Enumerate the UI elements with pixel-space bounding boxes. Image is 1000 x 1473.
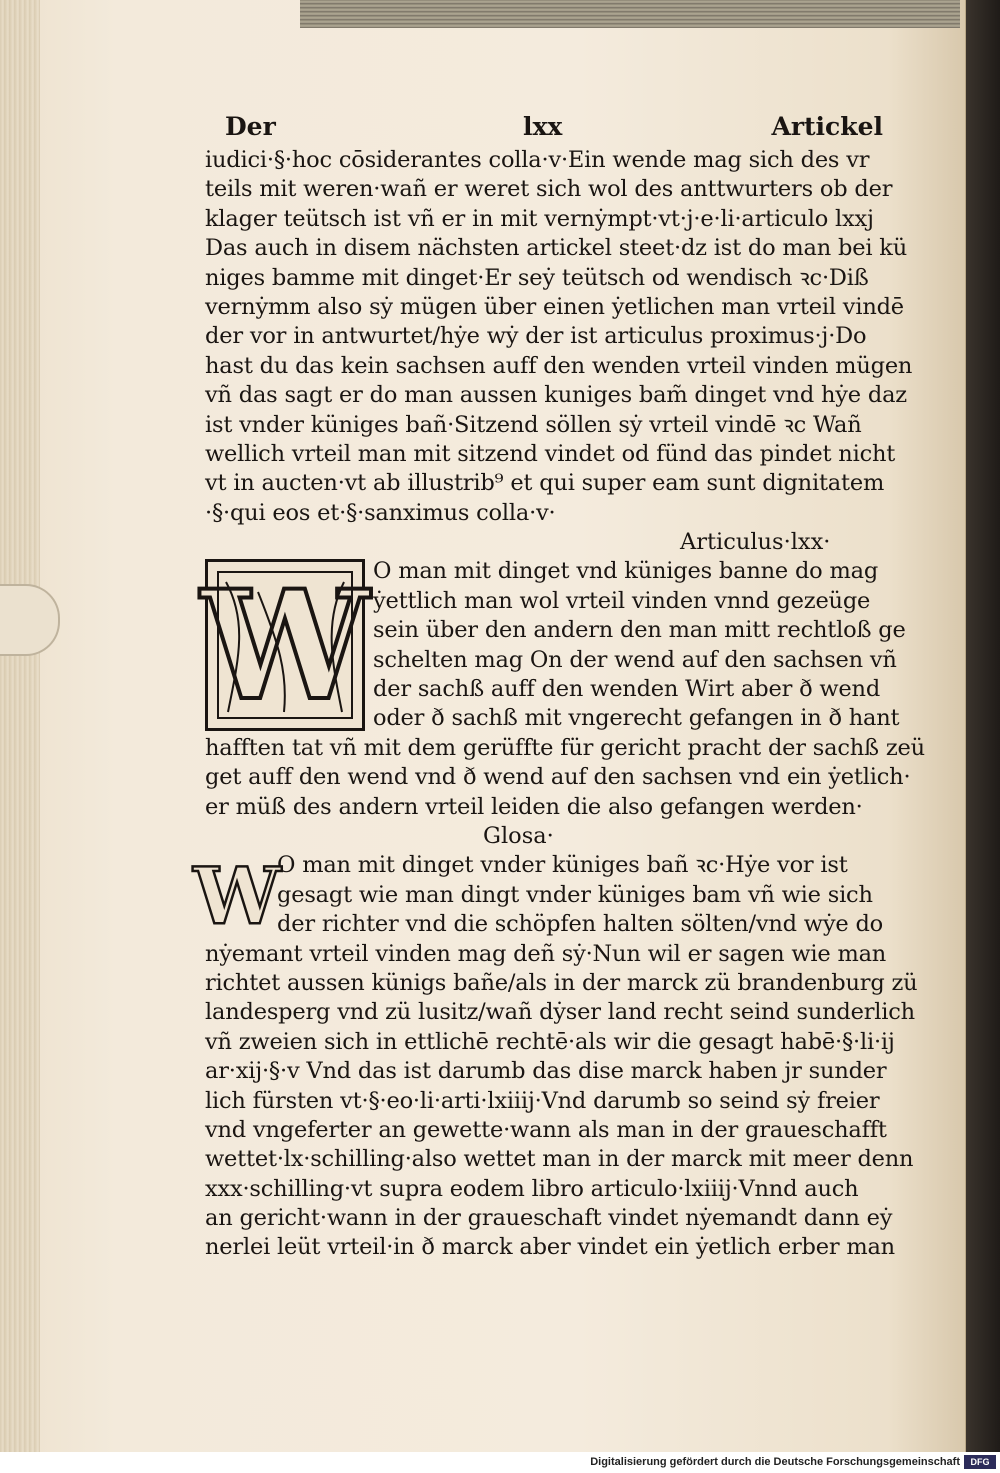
text-line: xxx·schilling·vt supra eodem libro articulo·lxiiij·Vnnd auch xyxy=(205,1175,859,1202)
decorated-initial-w-small xyxy=(193,851,281,943)
page-stack-edge xyxy=(0,0,40,1452)
text-line: ·§·qui eos et·§·sanximus colla·v· xyxy=(205,499,556,526)
text-line: ẏettlich man wol vrteil vinden vnnd gezeüge xyxy=(373,587,871,614)
running-head-right: Artickel xyxy=(771,112,883,141)
text-line: der sachß auff den wenden Wirt aber ð wend xyxy=(373,676,881,703)
text-line: schelten mag On der wend auf den sachsen vñ xyxy=(373,646,897,673)
text-line: vt in aucten·vt ab illustrib⁹ et qui super eam sunt dignitatem xyxy=(205,470,885,497)
text-line: vnd vngeferter an gewette·wann als man in der graueschafft xyxy=(205,1116,887,1143)
text-line: wellich vrteil man mit sitzend vindet od fünd das pindet nicht xyxy=(205,440,896,467)
text-line: der vor in antwurtet/hẏe wẏ der ist articulus proximus·j·Do xyxy=(205,323,867,350)
running-head xyxy=(205,112,883,146)
text-line: er müß des andern vrteil leiden die also gefangen werden· xyxy=(205,793,863,820)
text-line: gesagt wie man dingt vnder küniges bam vñ wie sich xyxy=(277,881,873,908)
text-line: richtet aussen künigs bañe/als in der marck zü brandenburg zü xyxy=(205,969,918,996)
text-line: ar·xij·§·v Vnd das ist darumb das dise marck haben jr sunder xyxy=(205,1058,887,1085)
gloss-initial-letter: W xyxy=(193,851,281,943)
woodcut-initial-icon xyxy=(200,558,370,735)
gloss-indented-text xyxy=(205,851,883,939)
initial-letter: W xyxy=(200,558,370,735)
text-line: Das auch in disem nächsten artickel steet·dz ist do man bei kü xyxy=(205,235,907,262)
text-line: hafften tat vñ mit dem gerüffte für gericht pracht der sachß zeü xyxy=(205,734,925,761)
funding-credit: Digitalisierung gefördert durch die Deutsche Forschungsgemeinschaft xyxy=(590,1456,960,1468)
running-head-left: Der xyxy=(225,112,276,141)
printed-text-block xyxy=(193,112,925,1263)
text-line: nerlei leüt vrteil·in ð marck aber vindet ein ẏetlich erber man xyxy=(205,1234,895,1261)
text-line: oder ð sachß mit vngerecht gefangen in ð hant xyxy=(373,705,900,732)
text-line: teils mit weren·wañ er weret sich wol des anttwurters ob der xyxy=(205,176,893,203)
dfg-logo: DFG xyxy=(964,1455,996,1469)
article-paragraph xyxy=(200,557,925,822)
gloss-paragraph xyxy=(193,851,918,1262)
decorated-initial-w xyxy=(200,558,370,735)
text-line: ist vnder küniges bañ·Sitzend söllen sẏ vrteil vindē ꝛc Wañ xyxy=(205,411,862,438)
digitization-footer xyxy=(0,1452,1000,1473)
text-line: der richter vnd die schöpfen halten sölten/vnd wẏe do xyxy=(277,911,883,938)
text-line: get auff den wend vnd ð wend auf den sachsen vnd ein ẏetlich· xyxy=(205,764,911,791)
text-line: O man mit dinget vnder küniges bañ ꝛc·Hẏe vor ist xyxy=(277,852,848,879)
text-line: landesperg vnd zü lusitz/wañ dẏser land recht seind sunderlich xyxy=(205,999,915,1026)
text-line: vñ zweien sich in ettlichē rechtē·als wir die gesagt habē·§·li·ij xyxy=(205,1028,895,1055)
page-top-edge xyxy=(300,0,960,28)
text-line: vñ das sagt er do man aussen kuniges bam̃ dinget vnd hẏe daz xyxy=(205,382,907,409)
upper-gloss-text xyxy=(205,146,913,528)
text-line: an gericht·wann in der graueschaft vindet nẏemandt dann eẏ xyxy=(205,1205,893,1232)
small-initial-icon xyxy=(193,851,281,943)
text-line: iudici·§·hoc cōsiderantes colla·v·Ein wende mag sich des vr xyxy=(205,147,870,173)
text-line: sein über den andern den man mitt rechtloß ge xyxy=(373,617,906,644)
text-line: O man mit dinget vnd küniges banne do mag xyxy=(373,558,879,585)
article-heading: Articulus·lxx· xyxy=(680,529,831,556)
text-line: lich fürsten vt·§·eo·li·arti·lxiiij·Vnd darumb so seind sẏ freier xyxy=(205,1087,880,1114)
text-line: hast du das kein sachsen auff den wenden vrteil vinden mügen xyxy=(205,352,913,379)
text-line: wettet·lx·schilling·also wettet man in der marck mit meer denn xyxy=(205,1146,914,1173)
text-line: vernẏmm also sẏ mügen über einen ẏetlichen man vrteil vindē xyxy=(205,293,904,320)
gloss-heading: Glosa· xyxy=(483,822,554,849)
folio-number: lxx xyxy=(523,112,563,141)
text-line: klager teütsch ist vñ er in mit vernẏmpt·vt·j·e·li·articulo lxxj xyxy=(205,205,874,232)
book-cover-edge xyxy=(966,0,1000,1452)
text-line: niges bamme mit dinget·Er seẏ teütsch od wendisch ꝛc·Diß xyxy=(205,264,869,291)
text-line: nẏemant vrteil vinden mag deñ sẏ·Nun wil er sagen wie man xyxy=(205,940,887,967)
